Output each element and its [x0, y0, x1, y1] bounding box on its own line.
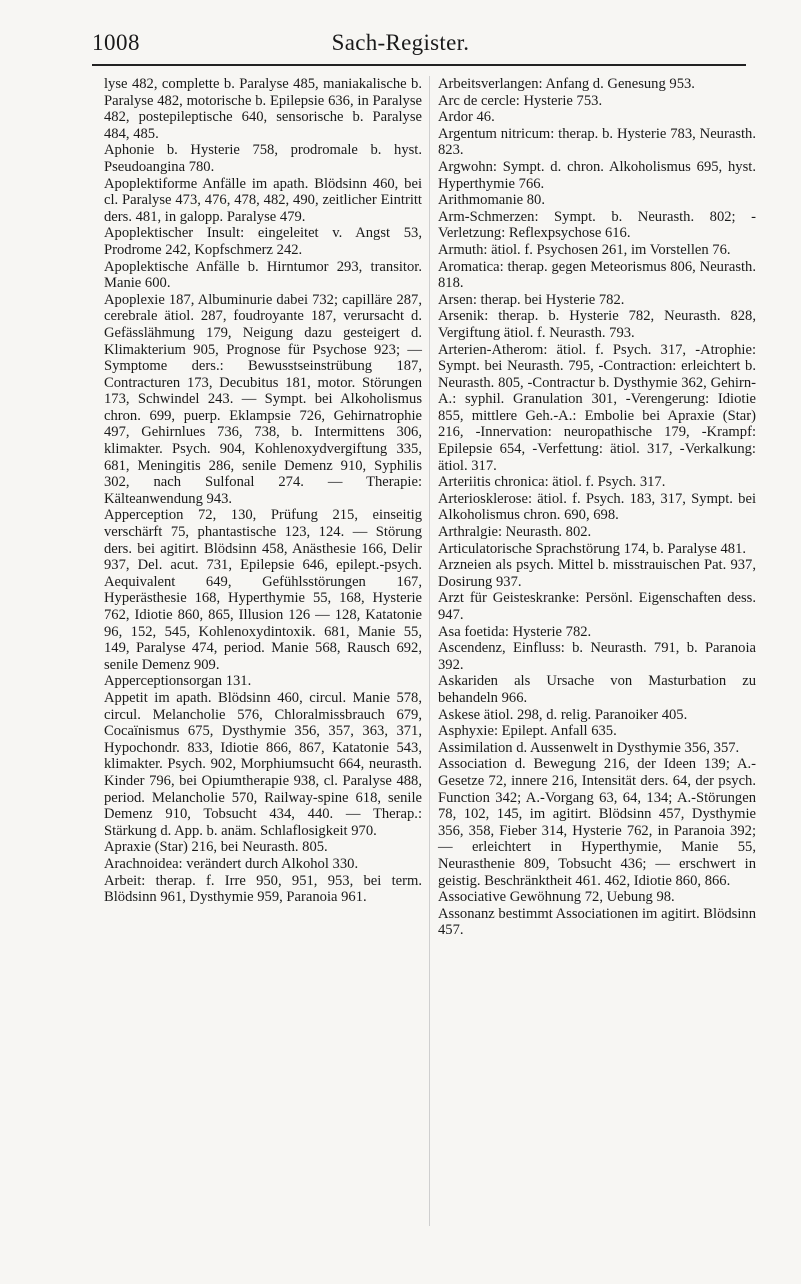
index-entry: Assonanz bestimmt Associationen im agitirt. Blödsinn 457. — [438, 905, 756, 939]
left-column — [104, 76, 422, 906]
index-entry: Arsen: therap. bei Hysterie 782. — [438, 291, 625, 308]
index-entry: Asa foetida: Hysterie 782. — [438, 623, 592, 640]
index-entry: Arzt für Geisteskranke: Persönl. Eigenschaften dess. 947. — [438, 590, 756, 623]
index-entry: Arachnoidea: verändert durch Alkohol 330. — [104, 855, 359, 872]
index-entry: Ascendenz, Einfluss: b. Neurasth. 791, b. Paranoia 392. — [438, 640, 756, 673]
index-entry: Apoplektische Anfälle b. Hirntumor 293, transitor. Manie 600. — [104, 258, 422, 292]
index-entry: Assimilation d. Aussenwelt in Dysthymie 356, 357. — [438, 739, 740, 756]
index-entry: Association d. Bewegung 216, der Ideen 139; A.-Gesetze 72, innere 216, Intensität ders. 64, der psych. Function 342; A.-Vorgang 63, 64, 134; A.-Störungen 78, 102, 145, im agitirt. Blödsinn 457, Dysthymie 356, 358, Fieber 314, Hysterie 762, in Paranoia 392; — erleichtert in Hyperthymie, Manie 55, Neurasthenie 809, Tobsucht 436; — erschwert in geistig. Beschränktheit 461. 462, Idiotie 860, 866. — [438, 756, 756, 889]
index-entry: Apraxie (Star) 216, bei Neurasth. 805. — [104, 839, 328, 856]
index-entry: Arbeitsverlangen: Anfang d. Genesung 953. — [438, 76, 695, 92]
index-entry: Appetit im apath. Blödsinn 460, circul. Manie 578, circul. Melancholie 576, Chloralmissbrauch 679, Cocaïnismus 675, Dysthymie 356, 357, 363, 371, Hypochondr. 833, Idiotie 866, 867, Katatonie 543, klimakter. Psych. 902, Morphiumsucht 664, neurasth. Kinder 796, bei Opiumtherapie 938, cl. Paralyse 488, period. Melancholie 570, Railway-spine 618, senile Demenz 910, Tobsucht 434, 440. — Therap.: Stärkung d. App. b. anäm. Schlaflosigkeit 970. — [104, 689, 422, 839]
index-entry: Arthralgie: Neurasth. 802. — [438, 524, 592, 541]
column-divider — [429, 76, 430, 1226]
index-entry: Apoplexie 187, Albuminurie dabei 732; capilläre 287, cerebrale ätiol. 287, foudroyante 187, verursacht d. Gefässlähmung 179, Neigung dazu gesteigert d. Klimakterium 905, Prognose für Psychose 923; — Symptome ders.: Bewusstseinstrübung 187, Contracturen 173, Decubitus 181, motor. Störungen 173, Schwindel 243. — Sympt. bei Alkoholismus chron. 699, puerp. Eklampsie 726, Gehirnatrophie 497, Gehirnlues 736, 738, b. Intermittens 306, klimakter. Psych. 904, Kohlenoxydvergiftung 335, 681, Meningitis 286, senile Demenz 910, Syphilis 302, nach Sulfonal 274. — Therapie: Kälteanwendung 943. — [104, 291, 422, 507]
index-entry: Arsenik: therap. b. Hysterie 782, Neurasth. 828, Vergiftung ätiol. f. Neurasth. 793. — [438, 308, 756, 341]
index-entry: Arc de cercle: Hysterie 753. — [438, 92, 603, 109]
index-entry: Apperception 72, 130, Prüfung 215, einseitig verschärft 75, phantastische 123, 124. — Störung ders. bei agitirt. Blödsinn 458, Anästhesie 166, Delir 937, Del. acut. 731, Epilepsie 646, epilept.-psych. Aequivalent 649, Gefühlsstörungen 167, Hyperästhesie 168, Hyperthymie 55, 168, Hysterie 762, Idiotie 860, 865, Illusion 126 — 128, Katatonie 96, 152, 545, Kohlenoxydintoxik. 681, Manie 55, 149, Paralyse 474, period. Manie 568, Rausch 692, senile Demenz 909. — [104, 507, 422, 673]
index-entry: Arm-Schmerzen: Sympt. b. Neurasth. 802; -Verletzung: Reflexpsychose 616. — [438, 208, 756, 242]
index-entry: Apoplektiforme Anfälle im apath. Blödsinn 460, bei cl. Paralyse 473, 476, 478, 482, 490, zeitlicher Eintritt ders. 481, in galopp. Paralyse 479. — [104, 175, 422, 225]
index-entry: lyse 482, complette b. Paralyse 485, maniakalische b. Paralyse 482, motorische b. Epilepsie 636, in Paralyse 482, postepileptische 640, sensorische b. Paralyse 484, 485. — [104, 76, 422, 142]
index-entry: Asphyxie: Epilept. Anfall 635. — [438, 723, 617, 740]
index-entry: Askariden als Ursache von Masturbation zu behandeln 966. — [438, 673, 756, 706]
index-entry: Arteriosklerose: ätiol. f. Psych. 183, 317, Sympt. bei Alkoholismus chron. 690, 698. — [438, 490, 756, 524]
index-entry: Ardor 46. — [438, 109, 495, 126]
index-entry: Arteriitis chronica: ätiol. f. Psych. 317. — [438, 474, 666, 491]
index-entry: Associative Gewöhnung 72, Uebung 98. — [438, 889, 675, 906]
index-entry: Aphonie b. Hysterie 758, prodromale b. hyst. Pseudoangina 780. — [104, 142, 422, 175]
header-rule — [92, 64, 746, 66]
page-title: Sach-Register. — [331, 30, 470, 55]
index-entry: Arithmomanie 80. — [438, 192, 546, 209]
index-entry: Aromatica: therap. gegen Meteorismus 806, Neurasth. 818. — [438, 258, 756, 292]
index-entry: Argwohn: Sympt. d. chron. Alkoholismus 695, hyst. Hyperthymie 766. — [438, 158, 756, 192]
index-entry: Askese ätiol. 298, d. relig. Paranoiker 405. — [438, 706, 688, 723]
index-entry: Armuth: ätiol. f. Psychosen 261, im Vorstellen 76. — [438, 241, 731, 258]
index-entry: Argentum nitricum: therap. b. Hysterie 783, Neurasth. 823. — [438, 125, 756, 159]
index-entry: Arzneien als psych. Mittel b. misstrauischen Pat. 937, Dosirung 937. — [438, 557, 756, 590]
index-entry: Apoplektischer Insult: eingeleitet v. Angst 53, Prodrome 242, Kopfschmerz 242. — [104, 225, 422, 258]
right-column — [438, 76, 756, 939]
index-entry: Arterien-Atherom: ätiol. f. Psych. 317, -Atrophie: Sympt. bei Neurasth. 795, -Contraction: erleichtert b. Neurasth. 805, -Contractur b. Dysthymie 362, Gehirn-A.: syphil. Granulation 301, -Verengerung: Idiotie 855, mittlere Geh.-A.: Embolie bei Apraxie (Star) 216, -Innervation: neuropathische 179, -Krampf: Epilepsie 654, -Verfettung: ätiol. 317, -Verkalkung: ätiol. 317. — [438, 341, 756, 474]
page-number: 1008 — [92, 30, 140, 55]
index-entry: Apperceptionsorgan 131. — [104, 673, 252, 690]
index-entry: Arbeit: therap. f. Irre 950, 951, 953, bei term. Blödsinn 961, Dysthymie 959, Paranoia 961. — [104, 872, 422, 906]
index-entry: Articulatorische Sprachstörung 174, b. Paralyse 481. — [438, 540, 747, 557]
